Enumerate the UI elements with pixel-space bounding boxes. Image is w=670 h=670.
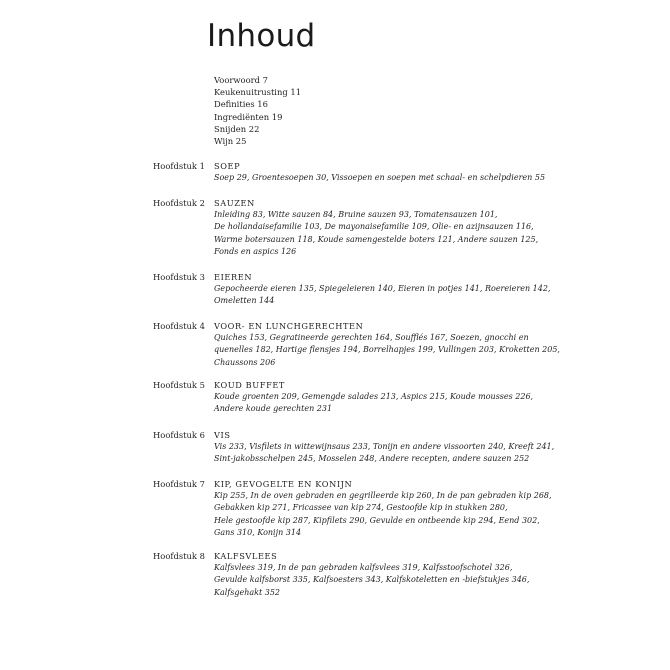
chapter-body bbox=[214, 271, 634, 308]
chapter-label: Hoofdstuk 2 bbox=[153, 198, 205, 208]
chapter-title: KIP, GEVOGELTE EN KONIJN bbox=[214, 479, 353, 489]
chapter-entries: Gans 310, Konijn 314 bbox=[214, 527, 302, 537]
chapter-title: SAUZEN bbox=[214, 198, 255, 208]
chapter-entries: Chaussons 206 bbox=[214, 357, 276, 367]
chapter-label: Hoofdstuk 5 bbox=[153, 380, 205, 390]
chapter-entries: Hele gestoofde kip 287, Kipfilets 290, Gevulde en ontbeende kip 294, Eend 302, bbox=[214, 515, 540, 525]
chapter-body bbox=[214, 320, 634, 369]
chapter-entries: Warme botersauzen 118, Koude samengestelde boters 121, Andere sauzen 125, bbox=[214, 234, 539, 244]
chapter-entries: De hollandaisefamilie 103, De mayonaisefamilie 109, Olie- en azijnsauzen 116, bbox=[214, 222, 534, 232]
intro-item: Ingrediënten 19 bbox=[214, 111, 283, 122]
chapter-title: KOUD BUFFET bbox=[214, 380, 285, 390]
chapter-entries: Gepocheerde eieren 135, Spiegeleieren 140, Eieren in potjes 141, Roereieren 142, bbox=[214, 284, 551, 294]
chapter-label: Hoofdstuk 7 bbox=[153, 479, 205, 489]
chapter-entries: Omeletten 144 bbox=[214, 296, 275, 306]
intro-item: Wijn 25 bbox=[214, 136, 247, 147]
chapter-entries: Inleiding 83, Witte sauzen 84, Bruine sauzen 93, Tomatensauzen 101, bbox=[214, 210, 498, 220]
chapter-title: VIS bbox=[214, 430, 231, 440]
chapter-entries: Quiches 153, Gegratineerde gerechten 164, Soufflés 167, Soezen, gnocchi en bbox=[214, 333, 529, 343]
chapter-label: Hoofdstuk 3 bbox=[153, 272, 205, 282]
chapter-entries: Gevulde kalfsborst 335, Kalfsoesters 343, Kalfskoteletten en -biefstukjes 346, bbox=[214, 575, 530, 585]
chapter-title: SOEP bbox=[214, 161, 241, 171]
chapter-body bbox=[214, 379, 634, 416]
chapter-title: EIEREN bbox=[214, 272, 253, 282]
chapter-body bbox=[214, 197, 634, 258]
chapter-entries: Andere koude gerechten 231 bbox=[214, 404, 333, 414]
chapter-entries: Koude groenten 209, Gemengde salades 213, Aspics 215, Koude mousses 226, bbox=[214, 392, 534, 402]
chapter-body bbox=[214, 550, 634, 599]
chapter-entries: Sint-jakobsschelpen 245, Mosselen 248, Andere recepten, andere sauzen 252 bbox=[214, 454, 530, 464]
chapter-entries: quenelles 182, Hartige flensjes 194, Borrelhapjes 199, Vullingen 203, Kroketten 205, bbox=[214, 345, 560, 355]
chapter-body bbox=[214, 478, 634, 539]
intro-item: Snijden 22 bbox=[214, 123, 260, 134]
chapter-entries: Kip 255, In de oven gebraden en gegrilleerde kip 260, In de pan gebraden kip 268, bbox=[214, 491, 552, 501]
chapter-entries: Gebakken kip 271, Fricassee van kip 274, Gestoofde kip in stukken 280, bbox=[214, 503, 508, 513]
chapter-entries: Soep 29, Groentesoepen 30, Vissoepen en soepen met schaal- en schelpdieren 55 bbox=[214, 173, 546, 183]
intro-list bbox=[214, 74, 301, 147]
intro-item: Keukenuitrusting 11 bbox=[214, 87, 302, 98]
chapter-title: VOOR- EN LUNCHGERECHTEN bbox=[214, 321, 364, 331]
intro-item: Voorwoord 7 bbox=[214, 75, 268, 85]
chapter-body bbox=[214, 429, 634, 466]
chapter-entries: Kalfsvlees 319, In de pan gebraden kalfsvlees 319, Kalfsstoofschotel 326, bbox=[214, 563, 513, 573]
chapter-label: Hoofdstuk 4 bbox=[153, 321, 205, 331]
chapter-entries: Kalfsgehakt 352 bbox=[214, 587, 281, 597]
chapter-entries: Fonds en aspics 126 bbox=[214, 246, 297, 256]
chapter-label: Hoofdstuk 1 bbox=[153, 161, 205, 171]
page-title: Inhoud bbox=[207, 18, 316, 54]
chapter-label: Hoofdstuk 6 bbox=[153, 430, 205, 440]
chapter-body bbox=[214, 160, 634, 184]
chapter-label: Hoofdstuk 8 bbox=[153, 551, 205, 561]
chapter-entries: Vis 233, Visfilets in wittewijnsaus 233, Tonijn en andere vissoorten 240, Kreeft 241, bbox=[214, 442, 555, 452]
chapter-title: KALFSVLEES bbox=[214, 551, 278, 561]
intro-item: Definities 16 bbox=[214, 99, 268, 110]
